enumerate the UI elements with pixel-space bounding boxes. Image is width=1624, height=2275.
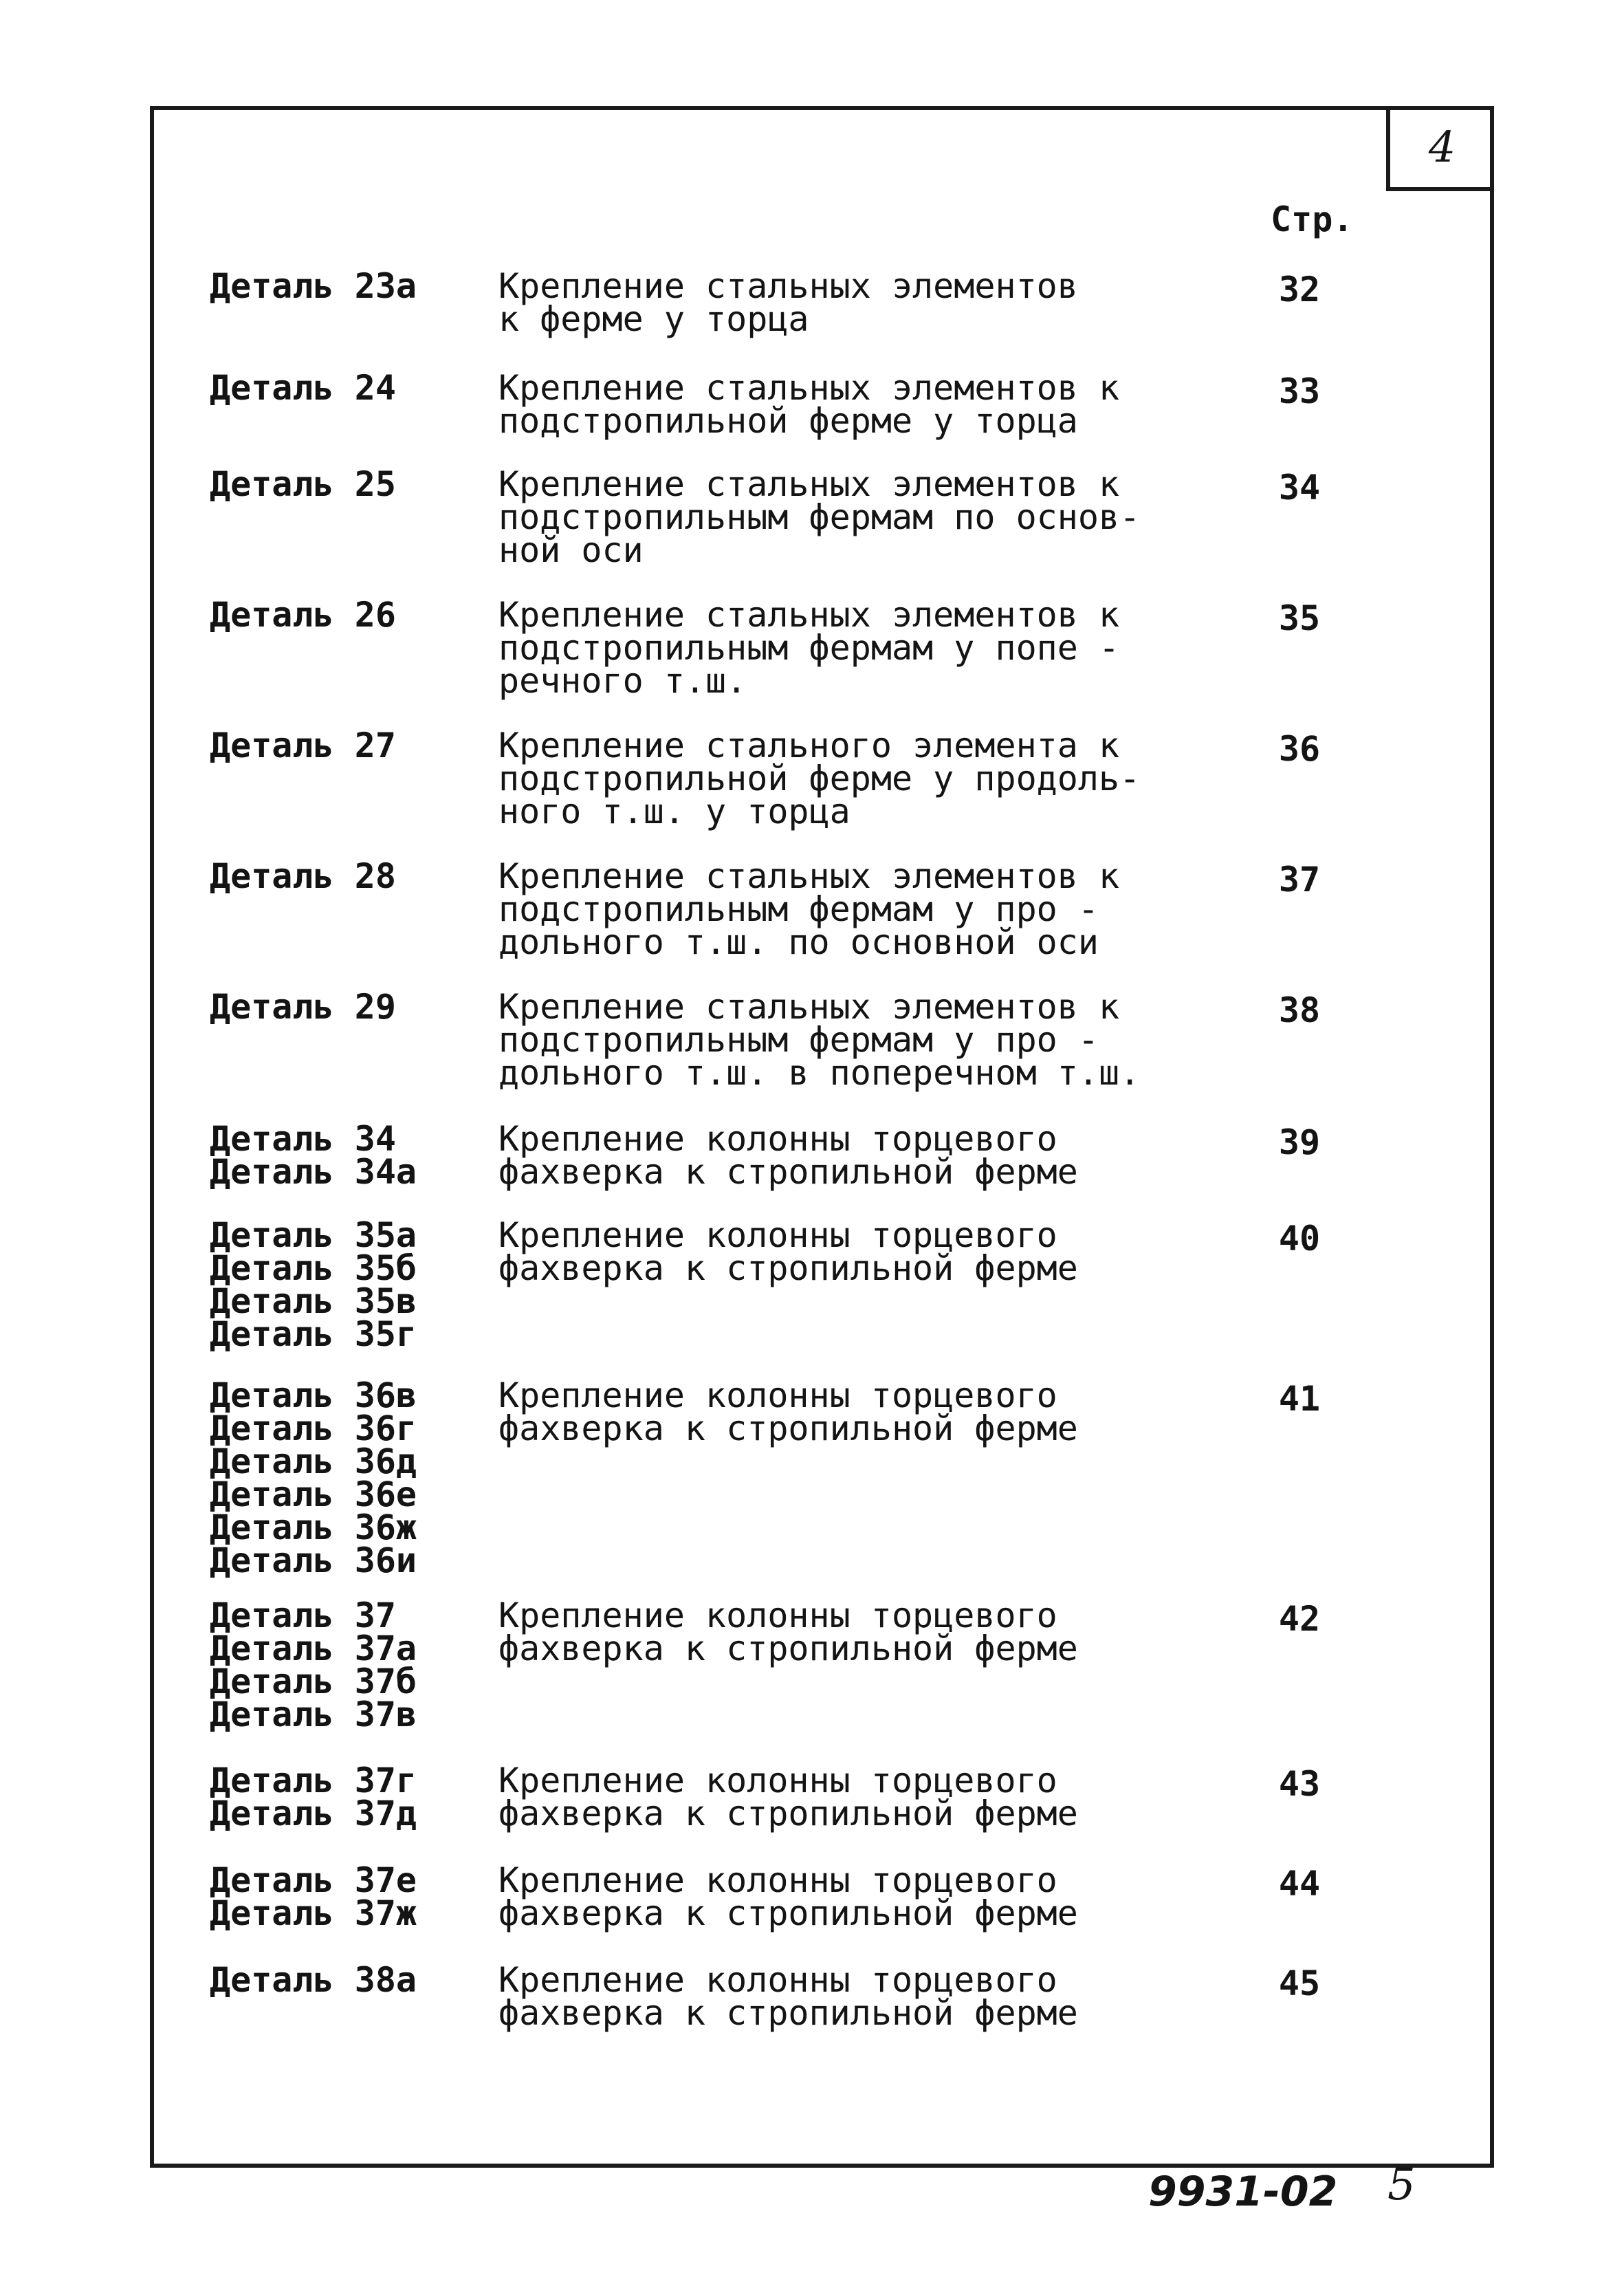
detail-labels	[210, 1761, 417, 1833]
page-number: 32	[1278, 270, 1321, 309]
entry-description	[498, 1215, 1172, 1288]
detail-labels	[210, 1960, 417, 2000]
description-line: фахверка к стропильной ферме	[498, 1993, 1078, 2033]
description-line: подстропильным фермам по основ-	[498, 497, 1141, 537]
detail-label: Деталь 35а	[210, 1215, 417, 1255]
entry-description	[498, 1860, 1172, 1933]
description-line: Крепление колонны торцевого	[498, 1375, 1057, 1415]
detail-label: Деталь 37	[210, 1596, 396, 1635]
detail-label: Деталь 29	[210, 987, 396, 1027]
entry-description	[498, 464, 1172, 570]
detail-label: Деталь 35г	[210, 1314, 417, 1354]
page-number: 34	[1278, 468, 1321, 508]
description-line: фахверка к стропильной ферме	[498, 1794, 1078, 1833]
detail-label: Деталь 28	[210, 856, 396, 896]
detail-label: Деталь 36д	[210, 1441, 417, 1481]
description-line: Крепление стальных элементов	[498, 266, 1078, 306]
description-line: дольного т.ш. в поперечном т.ш.	[498, 1053, 1141, 1093]
detail-label: Деталь 36г	[210, 1408, 417, 1448]
detail-label: Деталь 36в	[210, 1375, 417, 1415]
detail-label: Деталь 35б	[210, 1248, 417, 1288]
detail-label: Деталь 37д	[210, 1794, 417, 1833]
description-line: фахверка к стропильной ферме	[498, 1152, 1078, 1192]
entry-description	[498, 1596, 1172, 1668]
detail-label: Деталь 26	[210, 595, 396, 635]
description-line: подстропильной ферме у торца	[498, 401, 1078, 441]
detail-labels	[210, 368, 396, 408]
description-line: речного т.ш.	[498, 661, 747, 701]
description-line: фахверка к стропильной ферме	[498, 1408, 1078, 1448]
document-code: 9931-02	[1148, 2168, 1338, 2216]
description-line: фахверка к стропильной ферме	[498, 1629, 1078, 1668]
detail-label: Деталь 36е	[210, 1474, 417, 1514]
page-number: 40	[1278, 1219, 1321, 1259]
page-number: 38	[1278, 990, 1321, 1030]
detail-label: Деталь 37г	[210, 1761, 417, 1800]
entry-description	[498, 726, 1172, 831]
entry-description	[498, 1119, 1172, 1192]
description-line: Крепление стального элемента к	[498, 726, 1120, 765]
page-number: 36	[1278, 729, 1321, 769]
entry-description	[498, 595, 1172, 701]
page-column-header: Стр.	[1271, 199, 1354, 239]
detail-label: Деталь 25	[210, 464, 396, 504]
entry-description	[498, 368, 1172, 441]
sheet-number-box	[1386, 106, 1494, 191]
detail-label: Деталь 23а	[210, 266, 417, 306]
page-number: 37	[1278, 860, 1321, 900]
description-line: дольного т.ш. по основной оси	[498, 922, 1099, 962]
entry-description	[498, 1960, 1172, 2033]
description-line: Крепление стальных элементов к	[498, 987, 1120, 1027]
detail-labels	[210, 1119, 417, 1192]
detail-labels	[210, 1375, 417, 1580]
description-line: подстропильным фермам у про -	[498, 889, 1099, 929]
description-line: Крепление стальных элементов к	[498, 595, 1120, 635]
detail-label: Деталь 37б	[210, 1662, 417, 1701]
detail-labels	[210, 1215, 417, 1354]
page-number: 43	[1278, 1764, 1321, 1804]
footer-sheet-number: 5	[1387, 2159, 1416, 2210]
description-line: ной оси	[498, 530, 644, 570]
page-number: 44	[1278, 1864, 1321, 1904]
page-number: 42	[1278, 1599, 1321, 1639]
description-line: Крепление колонны торцевого	[498, 1860, 1057, 1900]
page-number: 33	[1278, 371, 1321, 411]
description-line: фахверка к стропильной ферме	[498, 1248, 1078, 1288]
description-line: Крепление стальных элементов к	[498, 464, 1120, 504]
description-line: Крепление стальных элементов к	[498, 368, 1120, 408]
description-line: Крепление колонны торцевого	[498, 1215, 1057, 1255]
entry-description	[498, 987, 1172, 1093]
detail-label: Деталь 38а	[210, 1960, 417, 2000]
detail-label: Деталь 37в	[210, 1695, 417, 1734]
description-line: Крепление колонны торцевого	[498, 1960, 1057, 2000]
detail-label: Деталь 36ж	[210, 1507, 417, 1547]
entry-description	[498, 266, 1172, 339]
detail-label: Деталь 27	[210, 726, 396, 765]
description-line: подстропильным фермам у попе -	[498, 628, 1120, 668]
sheet-number: 4	[1428, 121, 1456, 172]
detail-label: Деталь 36и	[210, 1541, 417, 1580]
page-number: 45	[1278, 1963, 1321, 2003]
detail-labels	[210, 464, 396, 504]
detail-label: Деталь 34а	[210, 1152, 417, 1192]
page-number: 39	[1278, 1122, 1321, 1162]
detail-labels	[210, 987, 396, 1027]
description-line: Крепление колонны торцевого	[498, 1596, 1057, 1635]
description-line: Крепление стальных элементов к	[498, 856, 1120, 896]
detail-label: Деталь 34	[210, 1119, 396, 1159]
page-number: 35	[1278, 598, 1321, 638]
description-line: подстропильным фермам у про -	[498, 1020, 1099, 1060]
detail-labels	[210, 1596, 417, 1734]
detail-label: Деталь 37е	[210, 1860, 417, 1900]
description-line: Крепление колонны торцевого	[498, 1761, 1057, 1800]
detail-labels	[210, 726, 396, 765]
entry-description	[498, 1375, 1172, 1448]
description-line: фахверка к стропильной ферме	[498, 1893, 1078, 1933]
detail-labels	[210, 1860, 417, 1933]
detail-labels	[210, 856, 396, 896]
detail-label: Деталь 35в	[210, 1281, 417, 1321]
detail-label: Деталь 24	[210, 368, 396, 408]
description-line: ного т.ш. у торца	[498, 792, 851, 831]
detail-labels	[210, 595, 396, 635]
entry-description	[498, 856, 1172, 962]
description-line: подстропильной ферме у продоль-	[498, 759, 1141, 798]
description-line: к ферме у торца	[498, 299, 809, 339]
detail-label: Деталь 37ж	[210, 1893, 417, 1933]
detail-labels	[210, 266, 417, 306]
page-number: 41	[1278, 1379, 1321, 1419]
description-line: Крепление колонны торцевого	[498, 1119, 1057, 1159]
detail-label: Деталь 37а	[210, 1629, 417, 1668]
entry-description	[498, 1761, 1172, 1833]
